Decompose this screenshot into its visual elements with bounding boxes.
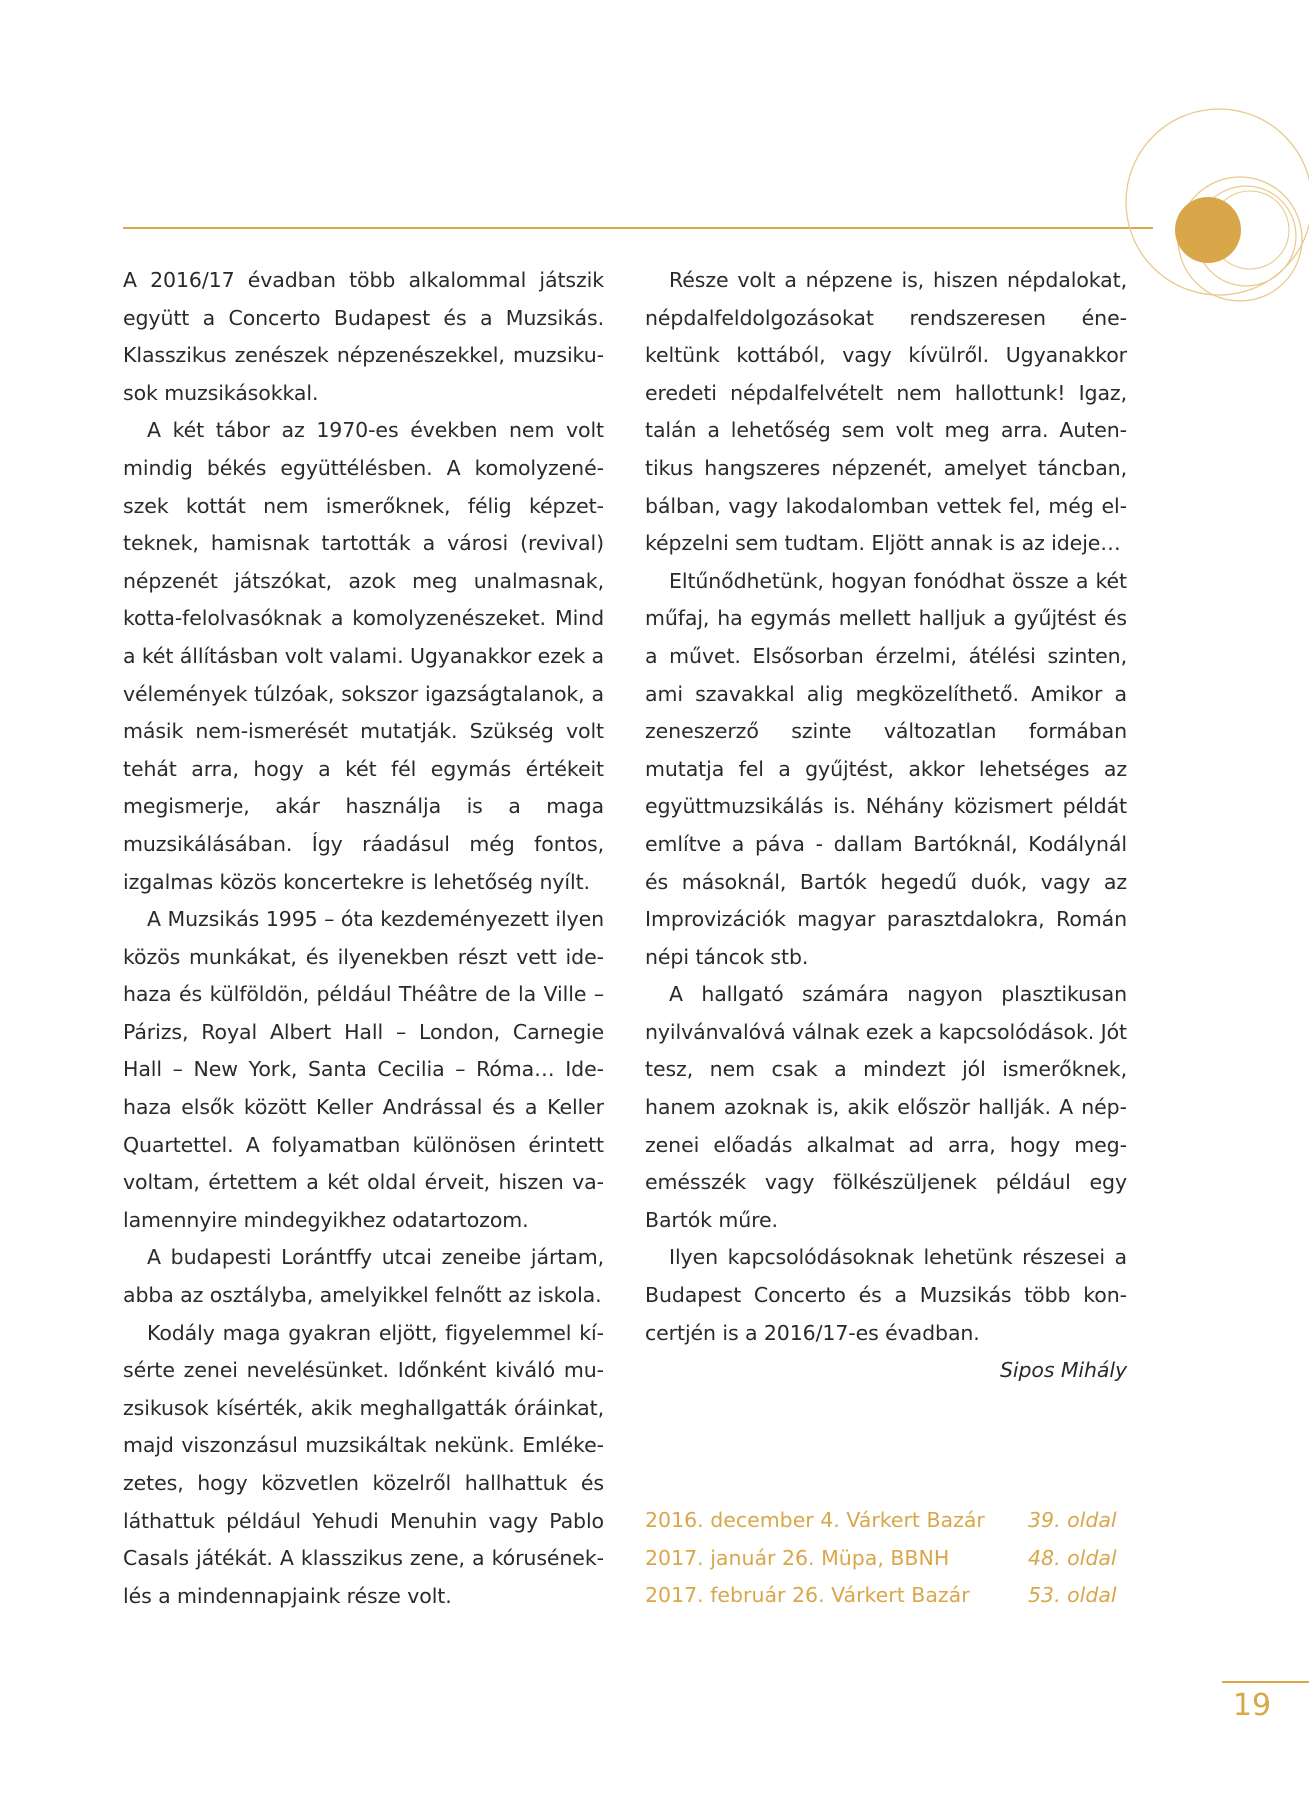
header-rule (123, 227, 1153, 229)
schedule-row (645, 1540, 1115, 1578)
schedule-date: 2017. január 26. Müpa, BBNH (645, 1545, 950, 1570)
paragraph: Ilyen kapcsolódásoknak lehetünk részesei a Budapest Concerto és a Muzsikás több koncertjén is a 2016/17-es évadban. (645, 1245, 1127, 1345)
paragraph: A hallgató számára nagyon plasztikusan nyilvánvalóvá válnak ezek a kapcsolódások. Jót tesz, nem csak a mindezt jól ismerőknek, hanem azoknak is, akik először hallják. A népzenei előadás alkalmat ad arra, hogy megemésszék vagy fölkészüljenek például egy Bartók műre. (645, 982, 1127, 1232)
paragraph: A 2016/17 évadban több alkalommal játszik együtt a Concerto Budapest és a Muzsikás. Klasszikus zenészek népzenészekkel, muzsikusok muzsikásokkal. (123, 268, 604, 405)
schedule-page-ref: 53. oldal (1028, 1583, 1117, 1608)
footer-rule (1222, 1681, 1309, 1683)
schedule-row (645, 1502, 1115, 1540)
right-column (645, 262, 1127, 1390)
author-signature: Sipos Mihály (999, 1358, 1127, 1383)
decorative-circles-icon (1100, 105, 1309, 335)
schedule-date: 2016. december 4. Várkert Bazár (645, 1508, 985, 1532)
schedule-page-ref: 48. oldal (1028, 1545, 1117, 1570)
paragraph: Eltűnődhetünk, hogyan fonódhat össze a két műfaj, ha egymás mellett halljuk a gyűjtést és a művet. Elsősorban érzelmi, átélési szinten, ami szavakkal alig megközelíthető. Amikor a zeneszerző szinte változatlan formában mutatja fel a gyűjtést, akkor lehetséges az együttmuzsikálás is. Néhány közismert példát említve a páva - dallam Bartóknál, Kodálynál és másoknál, Bartók hegedű duók, vagy az Improvizációk magyar parasztdalokra, Román népi táncok stb. (645, 568, 1127, 969)
left-column (123, 262, 604, 1615)
paragraph: Része volt a népzene is, hiszen népdalokat, népdalfeldolgozásokat rendszeresen énekeltünk kottából, vagy kívülről. Ugyanakkor eredeti népdalfelvételt nem hallottunk! Igaz, talán a lehetőség sem volt meg arra. Autentikus hangszeres népzenét, amelyet táncban, bálban, vagy lakodalomban vettek fel, még elképzelni sem tudtam. Eljött annak is az ideje… (645, 268, 1127, 556)
paragraph: Kodály maga gyakran eljött, figyelemmel kísérte zenei nevelésünket. Időnként kiváló muzsikusok kísérték, akik meghallgatták óráinkat, majd viszonzásul muzsikáltak nekünk. Emlékezetes, hogy közvetlen közelről hallhattuk és láthattuk például Yehudi Menuhin vagy Pablo Casals játékát. A klasszikus zene, a kóruséneklés a mindennapjaink része volt. (123, 1320, 604, 1608)
paragraph: A Muzsikás 1995 – óta kezdeményezett ilyen közös munkákat, és ilyenekben részt vett idehaza és külföldön, például Théâtre de la Ville – Párizs, Royal Albert Hall – London, Carnegie Hall – New York, Santa Cecilia – Róma… Idehaza elsők között Keller Andrással és a Keller Quartettel. A folyamatban különösen érintett voltam, értettem a két oldal érveit, hiszen valamennyire mindegyikhez odatartozom. (123, 907, 604, 1232)
schedule-date: 2017. február 26. Várkert Bazár (645, 1583, 970, 1608)
paragraph: A budapesti Lorántffy utcai zeneibe jártam, abba az osztályba, amelyikkel felnőtt az iskola. (123, 1245, 604, 1308)
schedule-page-ref: 39. oldal (1028, 1508, 1117, 1532)
page-number: 19 (1232, 1688, 1272, 1723)
schedule-row (645, 1577, 1115, 1615)
concert-schedule (645, 1502, 1115, 1615)
paragraph: A két tábor az 1970-es években nem volt mindig békés együttélésben. A komolyzenészek kottát nem ismerőknek, félig képzetteknek, hamisnak tartották a városi (revival) népzenét játszókat, azok meg unalmasnak, kotta-felolvasóknak a komolyzenészeket. Mind a két állításban volt valami. Ugyanakkor ezek a vélemények túlzóak, sokszor igazságtalanok, a másik nem-ismerését mutatják. Szükség volt tehát arra, hogy a két fél egymás értékeit megismerje, akár használja is a maga muzsikálásában. Így ráadásul még fontos, izgalmas közös koncertekre is lehetőség nyílt. (123, 418, 604, 894)
